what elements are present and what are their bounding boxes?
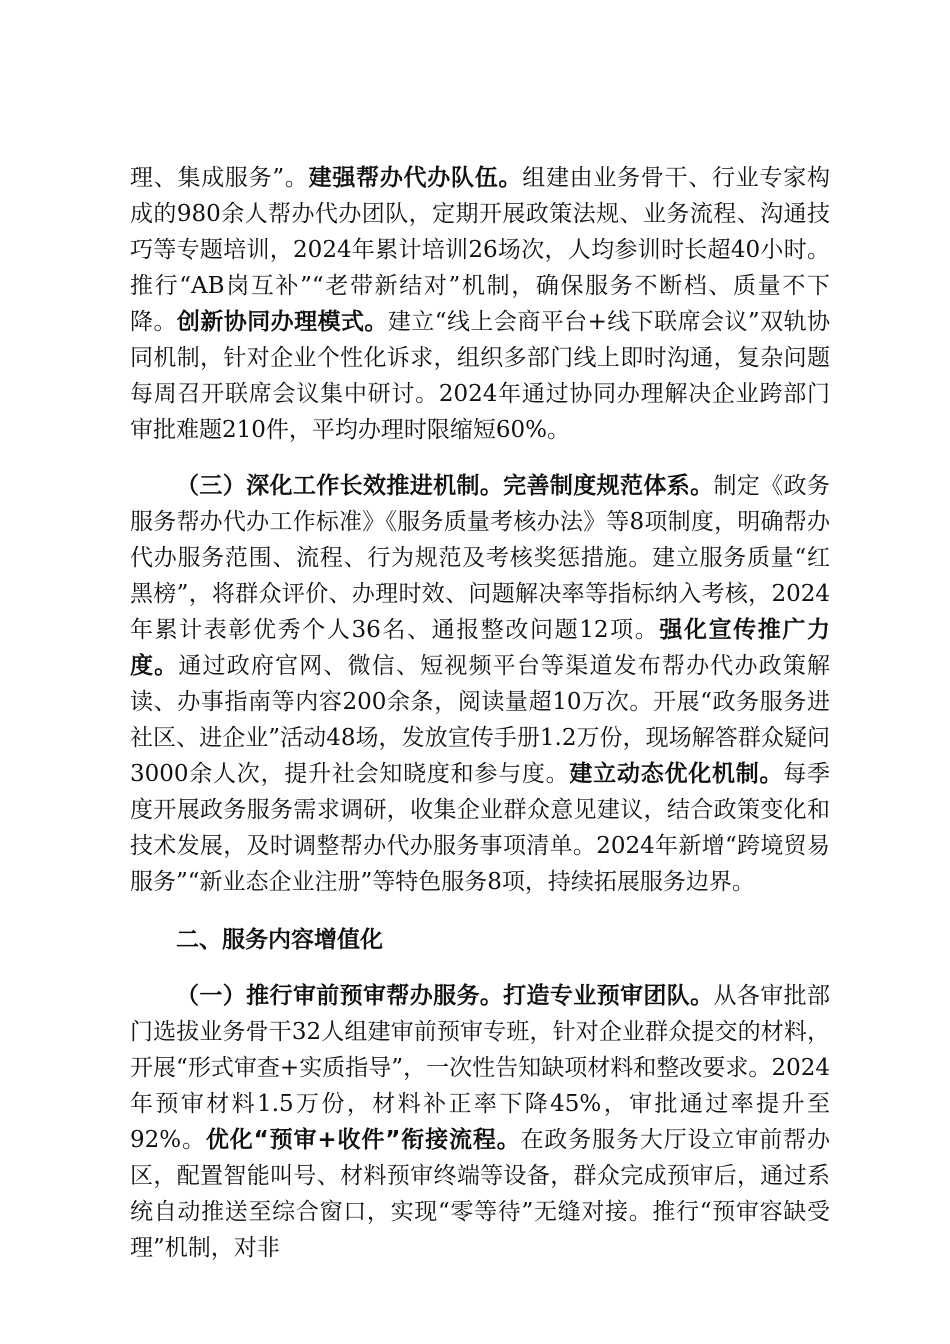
bold-subheading: 建强帮办代办队伍。: [308, 165, 523, 191]
text-run: 理、集成服务”。: [130, 165, 309, 191]
paragraph-2: [130, 468, 830, 900]
bold-subheading: 创新协同办理模式。: [176, 309, 388, 335]
text-run: 组建由业务骨干、行业专家构成的980余人帮办代办团队，定期开展政策法规、业务流程、沟通技巧等专题培训，2024年累计培训26场次，人均参训时长超40小时。推行“AB岗互补”“老带新结对”机制，确保服务不断档、质量不下降。: [130, 165, 831, 335]
text-run: 每季度开展政务服务需求调研，收集企业群众意见建议，结合政策变化和技术发展，及时调整帮办代办服务事项清单。2024年新增“跨境贸易服务”“新业态企业注册”等特色服务8项，持续拓展服务边界。: [130, 761, 831, 895]
section-heading-3: （三）深化工作长效推进机制。完善制度规范体系。: [176, 473, 714, 499]
bold-subheading: 优化“预审+收件”衔接流程。: [205, 1127, 521, 1153]
text-run: 从各审批部门选拔业务骨干32人组建审前预审专班，针对企业群众提交的材料，开展“形式审查+实质指导”，一次性告知缺项材料和整改要求。2024年预审材料1.5万份，材料补正率下降45%，审批通过率提升至92%。: [130, 983, 831, 1153]
paragraph-1: [130, 160, 830, 448]
paragraph-3: [130, 978, 830, 1266]
bold-subheading: 建立动态优化机制。: [569, 761, 784, 787]
text-run: 在政务服务大厅设立审前帮办区，配置智能叫号、材料预审终端等设备，群众完成预审后，通过系统自动推送至综合窗口，实现“零等待”无缝对接。推行“预审容缺受理”机制，对非: [130, 1127, 831, 1261]
document-page: [130, 160, 830, 1266]
text-run: 通过政府官网、微信、短视频平台等渠道发布帮办代办政策解读、办事指南等内容200余条，阅读量超10万次。开展“政务服务进社区、进企业”活动48场，发放宣传手册1.2万份，现场解答群众疑问3000余人次，提升社会知晓度和参与度。: [130, 653, 831, 787]
chapter-heading-2: 二、服务内容增值化: [176, 927, 383, 953]
section-heading-1: （一）推行审前预审帮办服务。打造专业预审团队。: [176, 983, 714, 1009]
bold-subheading: 强化宣传推广力度。: [130, 617, 830, 679]
text-run: 建立“线上会商平台+线下联席会议”双轨协同机制，针对企业个性化诉求，组织多部门线上即时沟通，复杂问题每周召开联席会议集中研讨。2024年通过协同办理解决企业跨部门审批难题210件，平均办理时限缩短60%。: [130, 309, 831, 443]
text-run: 制定《政务服务帮办代办工作标准》《服务质量考核办法》等8项制度，明确帮办代办服务范围、流程、行为规范及考核奖惩措施。建立服务质量“红黑榜”，将群众评价、办理时效、问题解决率等指标纳入考核，2024年累计表彰优秀个人36名、通报整改问题12项。: [130, 473, 831, 643]
